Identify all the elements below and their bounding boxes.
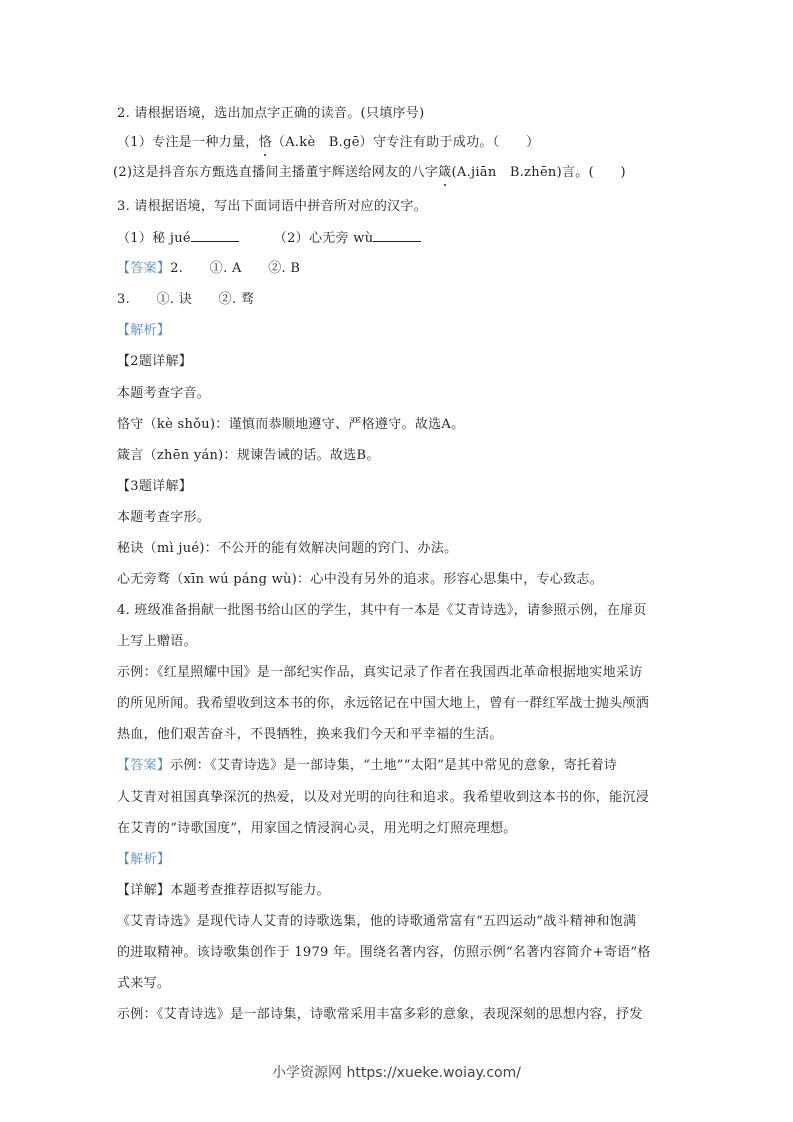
answer-1-line-2: 3. ①. 诀 ②. 骛 bbox=[117, 292, 255, 307]
detail-4-line: 示例：《艾青诗选》是一部诗集，诗歌常采用丰富多彩的意象，表现深刻的思想内容，抒发 bbox=[117, 1007, 643, 1022]
question-4-line: 热血，他们艰苦奋斗，不畏牺牲，换来我们今天和平幸福的生活。 bbox=[117, 727, 503, 742]
question-2-item-2: (2)这是抖音东方甄选直播间主播董宇辉送给网友的八字箴(A.jiān B.zhēn)言。( ) bbox=[113, 165, 626, 180]
question-2-title: 2. 请根据语境，选出加点字正确的读音。(只填序号) bbox=[117, 106, 425, 121]
question-2-item-1: （1）专注是一种力量，恪（A.kè B.gē）守专注有助于成功。（ ） bbox=[117, 135, 540, 150]
detail-4: 【详解】本题考查推荐语拟写能力。 bbox=[117, 883, 330, 898]
detail-2-line: 本题考查字音。 bbox=[117, 386, 211, 401]
question-4-line: 的所见所闻。我希望收到这本书的你，永远铭记在中国大地上，曾有一群红军战士抛头颅洒 bbox=[117, 696, 650, 711]
answer-blank bbox=[373, 229, 421, 242]
dotted-char: 恪 bbox=[258, 135, 272, 150]
dotted-char: 箴 bbox=[438, 165, 452, 180]
detail-tag: 【详解】 bbox=[117, 883, 171, 898]
question-4-line: 上写上赠语。 bbox=[117, 634, 197, 649]
detail-4-line: 的进取精神。该诗歌集创作于 1979 年。围绕名著内容，仿照示例“名著内容简介+寄语”格 bbox=[117, 945, 651, 960]
answer-1: 【答案】2. ①. A ②. B bbox=[117, 261, 301, 276]
footer-watermark: 小学资源网 https://xueke.woiay.com/ bbox=[272, 1065, 521, 1081]
analysis-tag: 【解析】 bbox=[117, 852, 171, 867]
answer-2-line: 人艾青对祖国真挚深沉的热爱，以及对光明的向往和追求。我希望收到这本书的你，能沉浸 bbox=[117, 790, 650, 805]
detail-3-line: 本题考查字形。 bbox=[117, 510, 211, 525]
detail-4-line: 《艾青诗选》是现代诗人艾青的诗歌选集，他的诗歌通常富有“五四运动”战斗精神和饱满 bbox=[117, 914, 637, 929]
question-4-line: 示例：《红星照耀中国》是一部纪实作品，真实记录了作者在我国西北革命根据地实地采访 bbox=[117, 665, 643, 680]
detail-3-line: 秘诀（mì jué)：不公开的能有效解决问题的窍门、办法。 bbox=[117, 541, 458, 556]
detail-2-heading: 【2题详解】 bbox=[117, 354, 193, 369]
detail-2-line: 恪守（kè shǒu)：谨慎而恭顺地遵守、严格遵守。故选A。 bbox=[117, 417, 465, 432]
question-4-line: 4. 班级准备捐献一批图书给山区的学生，其中有一本是《艾青诗选》，请参照示例，在扉页 bbox=[117, 603, 647, 618]
answer-blank bbox=[191, 229, 239, 242]
answer-tag: 【答案】 bbox=[117, 261, 171, 276]
answer-tag: 【答案】 bbox=[117, 758, 171, 773]
analysis-tag: 【解析】 bbox=[117, 323, 171, 338]
answer-2-line: 在艾青的“诗歌国度”，用家国之情浸润心灵，用光明之灯照亮理想。 bbox=[117, 821, 517, 836]
question-3-title: 3. 请根据语境，写出下面词语中拼音所对应的汉字。 bbox=[117, 199, 428, 214]
detail-2-line: 箴言（zhēn yán)：规谏告诫的话。故选B。 bbox=[117, 448, 380, 463]
detail-3-heading: 【3题详解】 bbox=[117, 479, 193, 494]
answer-2: 【答案】示例：《艾青诗选》是一部诗集，“土地”“太阳”是其中常见的意象，寄托着诗 bbox=[117, 758, 618, 773]
question-3-items: （1）秘 jué （2）心无旁 wù bbox=[117, 229, 421, 248]
detail-3-line: 心无旁骛（xīn wú páng wù)：心中没有另外的追求。形容心思集中，专心致志。 bbox=[117, 572, 603, 587]
detail-4-line: 式来写。 bbox=[117, 976, 171, 991]
